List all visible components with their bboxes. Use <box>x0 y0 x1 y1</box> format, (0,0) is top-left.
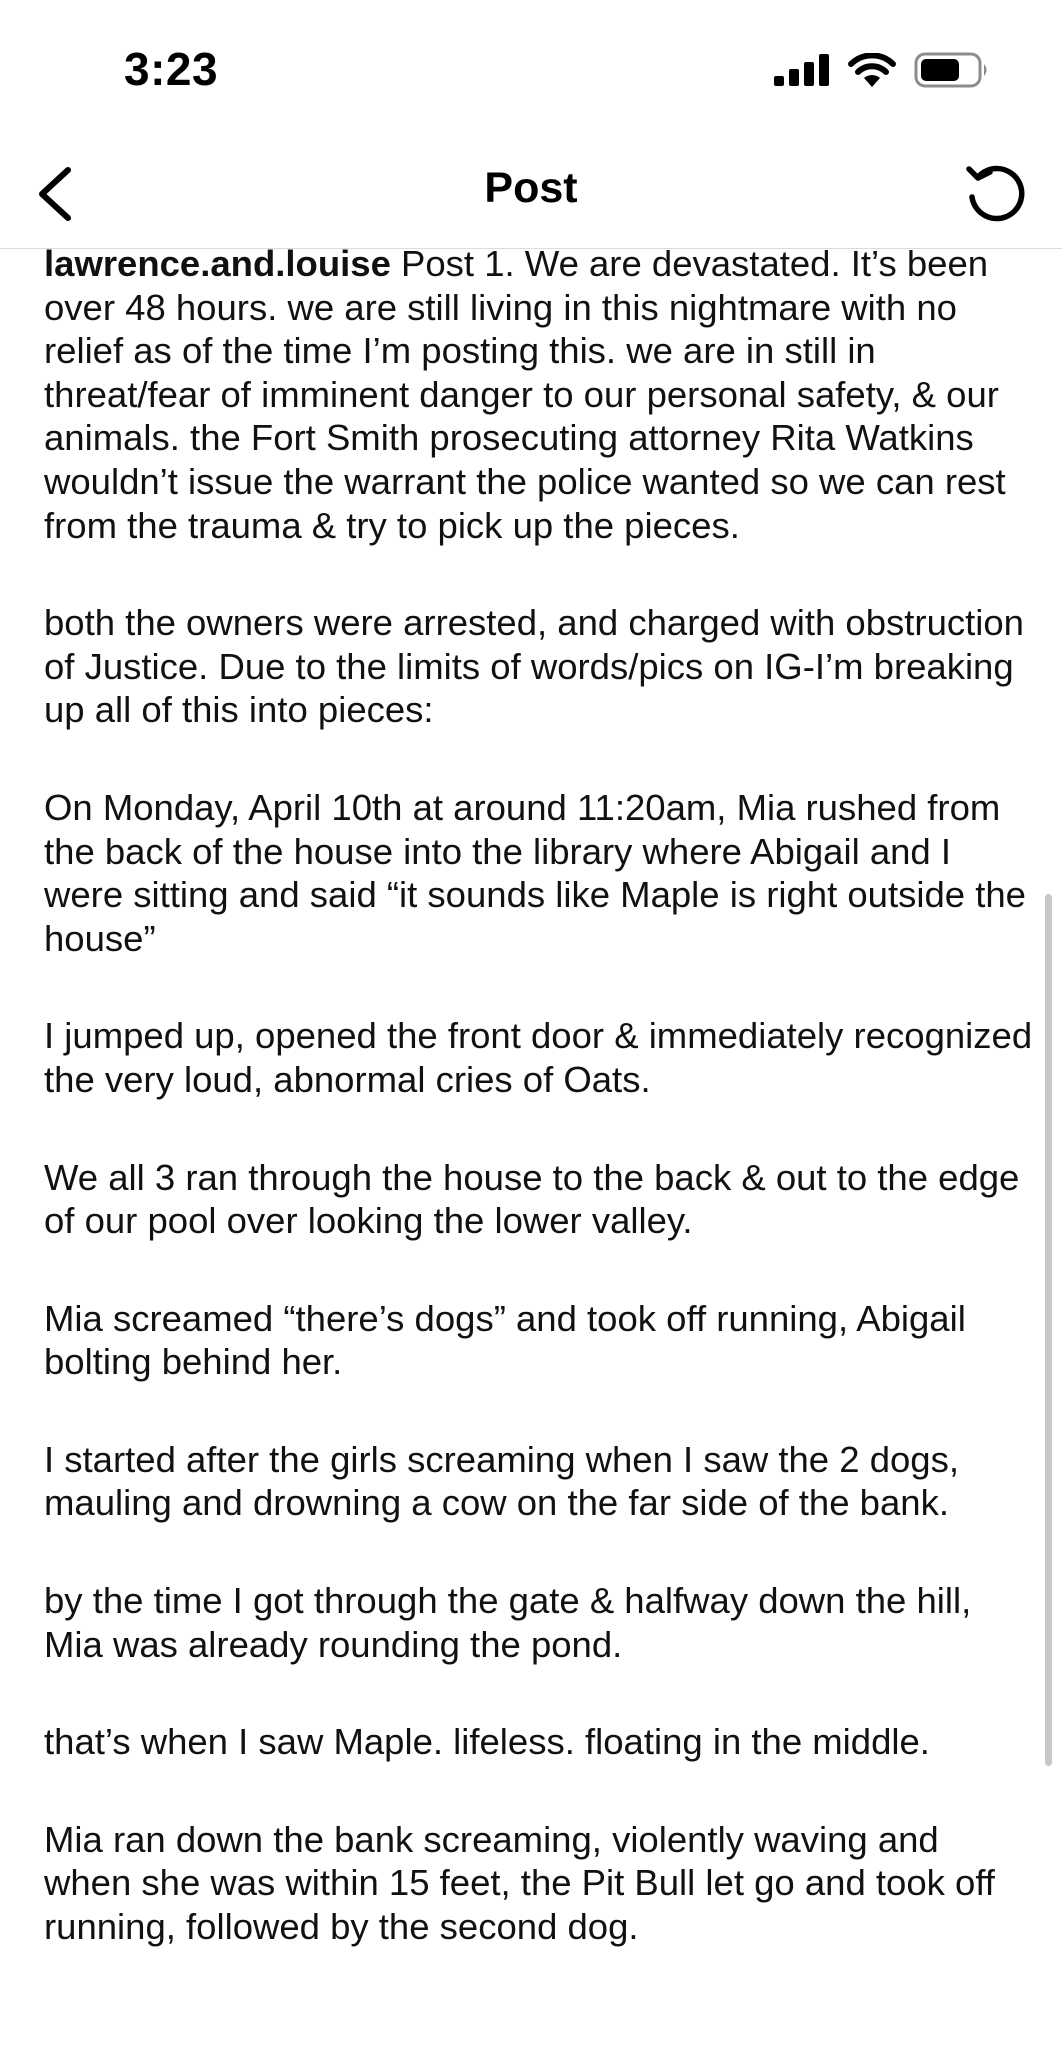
scrollbar[interactable] <box>1045 894 1052 1766</box>
nav-bar <box>0 140 1062 249</box>
cellular-signal-icon <box>774 54 830 86</box>
caption-text: Post 1. We are devastated. It’s been over 48 hours. we are still living in this nightmare with no relief as of the time I’m posting this. we are in still in threat/fear of imminent danger to our personal safety, & our animals. the Fort Smith prosecuting attorney Rita Watkins wouldn’t issue the warrant the police wanted so we can rest from the trauma & try to pick up the pieces. <box>44 243 1006 546</box>
caption-paragraph: that’s when I saw Maple. lifeless. floating in the middle. <box>44 1721 930 1763</box>
battery-icon <box>914 52 990 88</box>
caption-paragraph <box>44 242 1034 547</box>
caption-paragraph: On Monday, April 10th at around 11:20am, Mia rushed from the back of the house into the library where Abigail and I were sitting and said “it sounds like Maple is right outside the house” <box>44 786 1026 959</box>
caption-paragraph: We all 3 ran through the house to the back & out to the edge of our pool over looking the lower valley. <box>44 1156 1020 1242</box>
status-icons <box>774 50 990 90</box>
caption-paragraph: by the time I got through the gate & halfway down the hill, Mia was already rounding the pond. <box>44 1580 972 1665</box>
refresh-button[interactable] <box>954 152 1038 236</box>
caption-paragraph: I jumped up, opened the front door & immediately recognized the very loud, abnormal cries of Oats. <box>44 1015 1033 1100</box>
caption-paragraph: Mia screamed “there’s dogs” and took off running, Abigail bolting behind her. <box>44 1297 966 1383</box>
status-time: 3:23 <box>124 43 219 95</box>
status-bar <box>0 0 1062 140</box>
post-caption <box>44 242 1034 2003</box>
wifi-icon <box>848 53 896 87</box>
page-title: Post <box>484 164 578 212</box>
caption-paragraph: both the owners were arrested, and charged with obstruction of Justice. Due to the limits of words/pics on IG-I’m breaking up all of this into pieces: <box>44 602 1024 731</box>
caption-paragraph: I started after the girls screaming when I saw the 2 dogs, mauling and drowning a cow on the far side of the bank. <box>44 1438 959 1524</box>
refresh-icon <box>963 161 1029 227</box>
username-link[interactable]: lawrence.and.louise <box>44 243 391 284</box>
caption-paragraph: Mia ran down the bank screaming, violently waving and when she was within 15 feet, the Pit Bull let go and took off running, followed by the second dog. <box>44 1818 995 1948</box>
